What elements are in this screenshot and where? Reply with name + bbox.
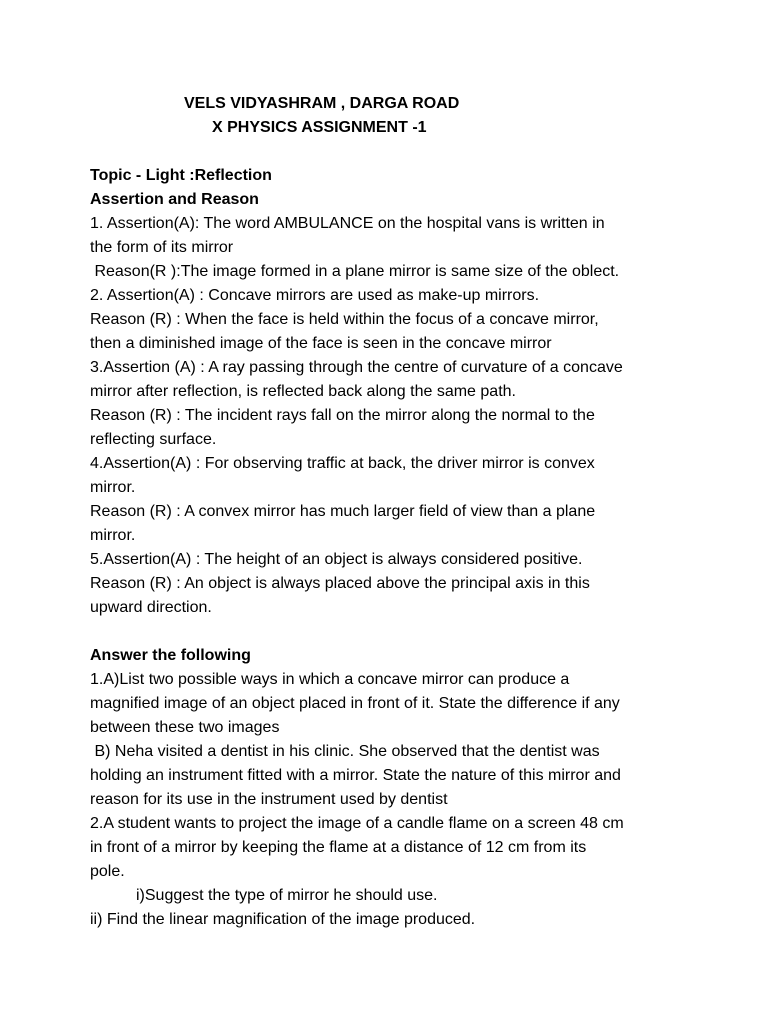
text-line: mirror. — [90, 479, 136, 496]
text-line: between these two images — [90, 719, 280, 736]
text-line: 5.Assertion(A) : The height of an object is always considered positive. — [90, 551, 583, 568]
school-name: VELS VIDYASHRAM , DARGA ROAD — [184, 95, 460, 112]
text-line: in front of a mirror by keeping the flame at a distance of 12 cm from its — [90, 839, 587, 856]
text-line: 2.A student wants to project the image of a candle flame on a screen 48 cm — [90, 815, 624, 832]
text-line: magnified image of an object placed in front of it. State the difference if any — [90, 695, 620, 712]
text-line: reflecting surface. — [90, 431, 217, 448]
text-line: reason for its use in the instrument used by dentist — [90, 791, 448, 808]
topic-heading: Topic - Light :Reflection — [90, 167, 272, 184]
text-line: ii) Find the linear magnification of the image produced. — [90, 911, 476, 928]
text-line: 2. Assertion(A) : Concave mirrors are used as make-up mirrors. — [90, 287, 540, 304]
text-line: mirror after reflection, is reflected back along the same path. — [90, 383, 516, 400]
answer-following-heading: Answer the following — [90, 647, 251, 664]
text-line: upward direction. — [90, 599, 212, 616]
assignment-title: X PHYSICS ASSIGNMENT -1 — [212, 119, 427, 136]
text-line: 1.A)List two possible ways in which a concave mirror can produce a — [90, 671, 570, 688]
text-line: i)Suggest the type of mirror he should use. — [136, 887, 438, 904]
text-line: Reason (R) : A convex mirror has much larger field of view than a plane — [90, 503, 596, 520]
text-line: the form of its mirror — [90, 239, 234, 256]
text-line: then a diminished image of the face is seen in the concave mirror — [90, 335, 552, 352]
text-line: Reason (R) : When the face is held within the focus of a concave mirror, — [90, 311, 599, 328]
text-line: B) Neha visited a dentist in his clinic. She observed that the dentist was — [90, 743, 600, 760]
text-line: pole. — [90, 863, 125, 880]
text-line: Reason(R ):The image formed in a plane mirror is same size of the oblect. — [90, 263, 620, 280]
text-line: 4.Assertion(A) : For observing traffic at back, the driver mirror is convex — [90, 455, 595, 472]
text-line: 3.Assertion (A) : A ray passing through the centre of curvature of a concave — [90, 359, 623, 376]
text-line: Reason (R) : The incident rays fall on the mirror along the normal to the — [90, 407, 595, 424]
text-line: 1. Assertion(A): The word AMBULANCE on the hospital vans is written in — [90, 215, 605, 232]
text-line: mirror. — [90, 527, 136, 544]
assertion-reason-heading: Assertion and Reason — [90, 191, 259, 208]
text-line: holding an instrument fitted with a mirror. State the nature of this mirror and — [90, 767, 621, 784]
text-line: Reason (R) : An object is always placed above the principal axis in this — [90, 575, 590, 592]
